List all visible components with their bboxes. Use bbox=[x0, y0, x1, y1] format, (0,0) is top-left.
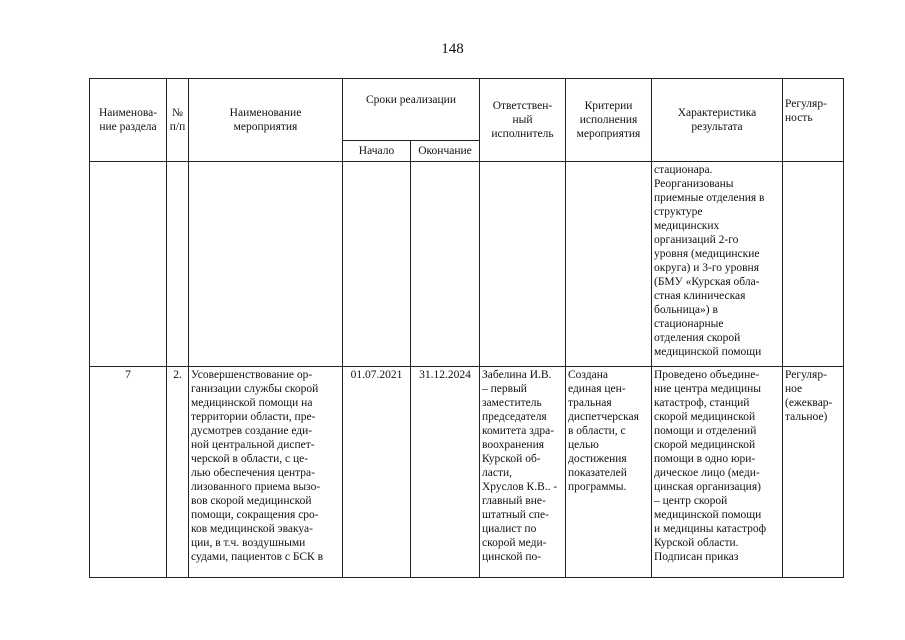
header-start: Начало bbox=[343, 141, 411, 162]
plan-table bbox=[89, 78, 844, 578]
cell-empty bbox=[167, 162, 189, 367]
header-row-top bbox=[90, 79, 844, 141]
cell-empty bbox=[343, 162, 411, 367]
cell-criteria: Создана единая цен- тральная диспетчерская в области, с целью достижения показателей программы. bbox=[566, 367, 652, 578]
header-num: № п/п bbox=[167, 79, 189, 162]
header-result: Характеристика результата bbox=[652, 79, 783, 162]
cell-start-date: 01.07.2021 bbox=[343, 367, 411, 578]
header-responsible: Ответствен- ный исполнитель bbox=[480, 79, 566, 162]
header-section-name: Наименова- ние раздела bbox=[90, 79, 167, 162]
header-event-name: Наименование мероприятия bbox=[189, 79, 343, 162]
cell-event: Усовершенствование ор- ганизации службы скорой медицинской помощи на территории области, пре- дусмотрев создание еди- ной центральной диспет- черской в области, с це- лью обеспечения центра- лизованного приема вызо- вов скорой медицинской помощи, сокращения сро- ков медицинской эвакуа- ции, в т.ч. воздушными судами, пациентов с БСК в bbox=[189, 367, 343, 578]
cell-empty bbox=[783, 162, 844, 367]
header-criteria: Критерии исполнения мероприятия bbox=[566, 79, 652, 162]
header-timeline: Сроки реализации bbox=[343, 79, 480, 141]
cell-empty bbox=[411, 162, 480, 367]
cell-num: 2. bbox=[167, 367, 189, 578]
cell-empty bbox=[90, 162, 167, 367]
header-regularity: Регуляр- ность bbox=[783, 79, 844, 162]
cell-end-date: 31.12.2024 bbox=[411, 367, 480, 578]
cell-responsible: Забелина И.В. – первый заместитель председателя комитета здра- воохранения Курской об- ласти, Хруслов К.В.. - главный вне- штатный спе- циалист по скорой меди- цинской по- bbox=[480, 367, 566, 578]
cell-result-continuation: стационара. Реорганизованы приемные отделения в структуре медицинских организаций 2-го уровня (медицинские округа) и 3-го уровня (БМУ «Курская обла- стная клиническая больница») в стационарные отделения скорой медицинской помощи bbox=[652, 162, 783, 367]
cell-empty bbox=[480, 162, 566, 367]
header-end: Окончание bbox=[411, 141, 480, 162]
cell-result: Проведено объедине- ние центра медицины катастроф, станций скорой медицинской помощи и отделений скорой медицинской помощи в одно юри- дическое лицо (меди- цинская организация) – центр скорой медицинской помощи и медицины катастроф Курской области. Подписан приказ bbox=[652, 367, 783, 578]
cell-regularity: Регуляр- ное (ежеквар- тальное) bbox=[783, 367, 844, 578]
cell-section: 7 bbox=[90, 367, 167, 578]
page-number: 148 bbox=[441, 41, 464, 57]
cell-empty bbox=[189, 162, 343, 367]
cell-empty bbox=[566, 162, 652, 367]
table-row bbox=[90, 367, 844, 578]
table-row-continuation bbox=[90, 162, 844, 367]
